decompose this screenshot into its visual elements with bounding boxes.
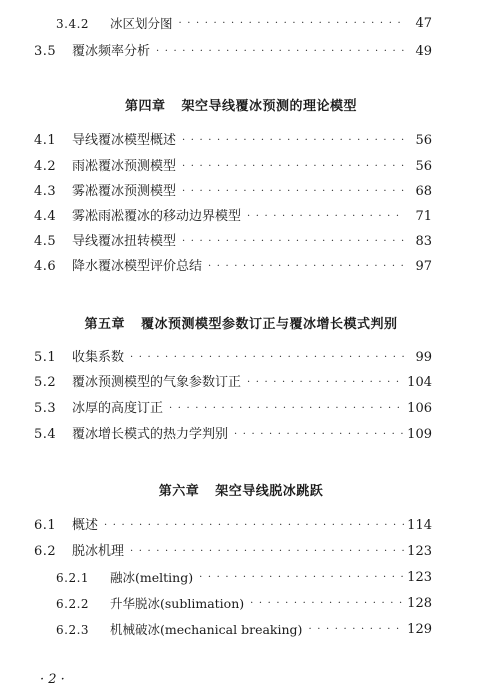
entry-number: 4.5 bbox=[34, 234, 57, 249]
dot-leader bbox=[250, 594, 404, 614]
entry-number: 6.2.2 bbox=[56, 597, 90, 611]
entry-page: 109 bbox=[407, 427, 432, 442]
dot-leader bbox=[247, 207, 404, 227]
dot-leader bbox=[182, 157, 404, 177]
dot-leader bbox=[182, 232, 404, 252]
entry-number: 4.1 bbox=[34, 133, 57, 148]
dot-leader bbox=[182, 131, 404, 151]
entry-number: 5.1 bbox=[34, 350, 57, 365]
dot-leader bbox=[156, 42, 404, 62]
entry-page: 106 bbox=[407, 401, 432, 416]
dot-leader bbox=[247, 373, 404, 393]
toc-entry-6-2-2 bbox=[56, 594, 432, 614]
entry-title: 导线覆冰模型概述 bbox=[72, 133, 177, 148]
toc-entry-4-4 bbox=[34, 207, 432, 227]
entry-title: 雾凇覆冰预测模型 bbox=[72, 184, 177, 199]
chapter-title: 覆冰预测模型参数订正与覆冰增长模式判别 bbox=[141, 317, 398, 332]
entry-page: 56 bbox=[415, 159, 432, 174]
entry-number: 4.2 bbox=[34, 159, 57, 174]
entry-number: 4.3 bbox=[34, 184, 57, 199]
entry-page: 104 bbox=[407, 375, 432, 390]
entry-page: 47 bbox=[415, 16, 432, 31]
entry-page: 71 bbox=[415, 209, 432, 224]
entry-number: 5.2 bbox=[34, 375, 57, 390]
toc-entry-5-2 bbox=[34, 373, 432, 393]
dot-leader bbox=[308, 620, 404, 640]
chapter-title: 架空导线覆冰预测的理论模型 bbox=[181, 99, 358, 114]
toc-entry-6-2-3 bbox=[56, 620, 432, 640]
toc-entry-4-2 bbox=[34, 157, 432, 177]
chapter-heading-6 bbox=[0, 480, 482, 499]
entry-page: 56 bbox=[415, 133, 432, 148]
toc-entry-4-1 bbox=[34, 131, 432, 151]
entry-page: 129 bbox=[407, 622, 432, 637]
chapter-label: 第五章 bbox=[84, 317, 125, 332]
entry-title: 概述 bbox=[72, 518, 99, 533]
entry-title: 降水覆冰模型评价总结 bbox=[72, 259, 203, 274]
entry-title: 覆冰频率分析 bbox=[72, 44, 151, 59]
dot-leader bbox=[130, 542, 404, 562]
entry-number: 4.6 bbox=[34, 259, 57, 274]
entry-page: 99 bbox=[415, 350, 432, 365]
chapter-heading-4 bbox=[0, 95, 482, 114]
chapter-label: 第四章 bbox=[124, 99, 166, 114]
entry-title: 导线覆冰扭转模型 bbox=[72, 234, 177, 249]
entry-page: 123 bbox=[407, 570, 432, 585]
entry-number: 5.4 bbox=[34, 427, 57, 442]
toc-entry-6-1 bbox=[34, 516, 432, 536]
entry-page: 123 bbox=[407, 544, 432, 559]
entry-title: 冰区划分图 bbox=[110, 16, 173, 31]
entry-title: 覆冰预测模型的气象参数订正 bbox=[72, 375, 242, 390]
dot-leader bbox=[179, 14, 404, 34]
entry-number: 3.5 bbox=[34, 44, 57, 59]
dot-leader bbox=[234, 425, 404, 445]
chapter-label: 第六章 bbox=[158, 484, 200, 499]
entry-number: 6.1 bbox=[34, 518, 57, 533]
entry-title: 升华脱冰(sublimation) bbox=[110, 596, 245, 611]
entry-number: 6.2.3 bbox=[56, 623, 90, 637]
chapter-heading-5 bbox=[0, 313, 482, 332]
entry-title: 冰厚的高度订正 bbox=[72, 401, 164, 416]
toc-entry-3-5 bbox=[34, 42, 432, 62]
toc-entry-4-6 bbox=[34, 257, 432, 277]
entry-number: 3.4.2 bbox=[56, 17, 90, 31]
entry-title: 机械破冰(mechanical breaking) bbox=[110, 622, 303, 637]
entry-title: 覆冰增长模式的热力学判别 bbox=[72, 427, 229, 442]
entry-page: 68 bbox=[415, 184, 432, 199]
entry-number: 6.2.1 bbox=[56, 571, 90, 585]
entry-title: 融冰(melting) bbox=[110, 570, 194, 585]
toc-entry-6-2 bbox=[34, 542, 432, 562]
dot-leader bbox=[169, 399, 404, 419]
dot-leader bbox=[208, 257, 404, 277]
entry-page: 83 bbox=[415, 234, 432, 249]
entry-number: 5.3 bbox=[34, 401, 57, 416]
entry-page: 128 bbox=[407, 596, 432, 611]
page-number-footer: · 2 · bbox=[40, 672, 65, 687]
chapter-title: 架空导线脱冰跳跃 bbox=[215, 484, 324, 499]
dot-leader bbox=[130, 348, 404, 368]
entry-number: 6.2 bbox=[34, 544, 57, 559]
dot-leader bbox=[199, 568, 404, 588]
toc-entry-5-1 bbox=[34, 348, 432, 368]
dot-leader bbox=[182, 182, 404, 202]
toc-entry-3-4-2 bbox=[56, 14, 432, 34]
toc-entry-5-3 bbox=[34, 399, 432, 419]
entry-page: 114 bbox=[407, 518, 432, 533]
toc-entry-5-4 bbox=[34, 425, 432, 445]
entry-title: 收集系数 bbox=[72, 350, 125, 365]
toc-entry-6-2-1 bbox=[56, 568, 432, 588]
toc-entry-4-5 bbox=[34, 232, 432, 252]
entry-title: 脱冰机理 bbox=[72, 544, 125, 559]
entry-title: 雨凇覆冰预测模型 bbox=[72, 159, 177, 174]
toc-entry-4-3 bbox=[34, 182, 432, 202]
entry-title: 雾凇雨凇覆冰的移动边界模型 bbox=[72, 209, 242, 224]
entry-number: 4.4 bbox=[34, 209, 57, 224]
entry-page: 49 bbox=[415, 44, 432, 59]
dot-leader bbox=[104, 516, 404, 536]
entry-page: 97 bbox=[415, 259, 432, 274]
